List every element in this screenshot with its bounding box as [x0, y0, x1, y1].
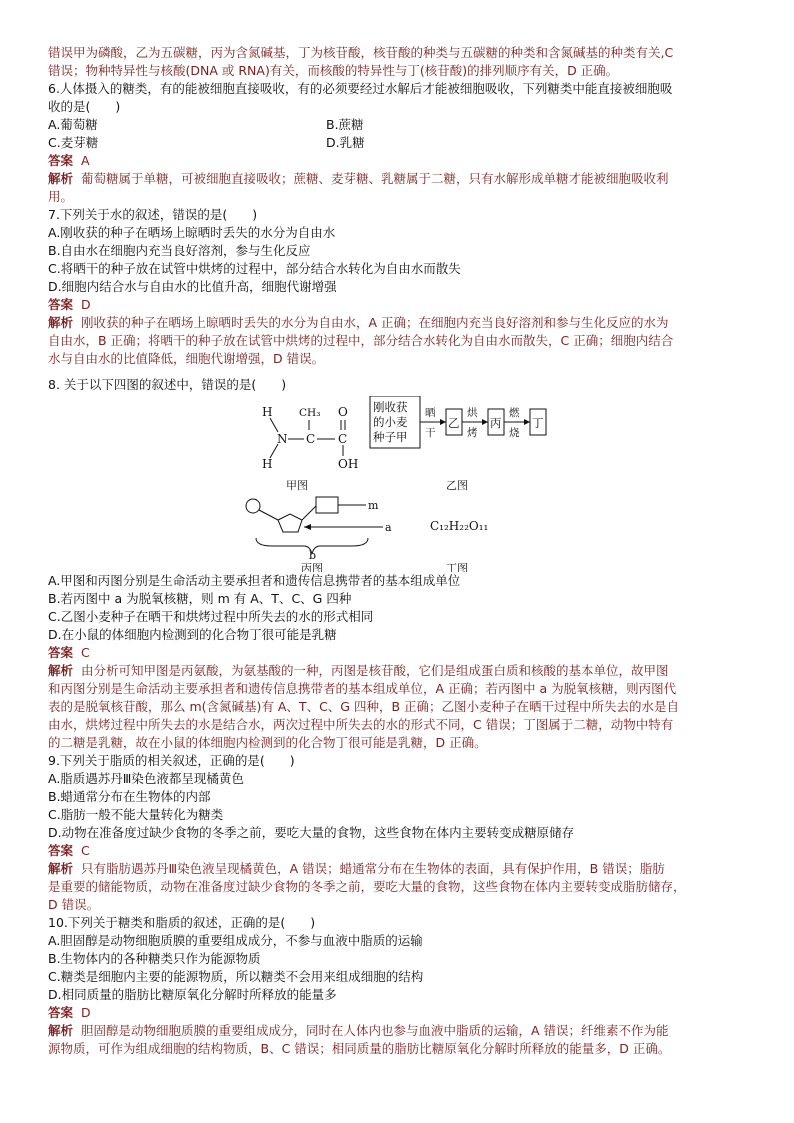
- explanation-line: 的二糖是乳糖，故在小鼠的体细胞内检测到的化合物丁很可能是乳糖，D 正确。: [48, 735, 487, 750]
- answer-value: D: [81, 1005, 91, 1020]
- atom-o: O: [338, 405, 348, 419]
- explanation-line: D 错误。: [48, 897, 100, 912]
- option: D.乳糖: [326, 135, 365, 150]
- option: D.动物在准备度过缺少食物的冬季之前，要吃大量的食物，这些食物在体内主要转变成糖原储存: [48, 825, 575, 840]
- answer-label: 答案: [48, 645, 74, 660]
- svg-text:的小麦: 的小麦: [373, 415, 408, 429]
- explanation-line: 和丙图分别是生命活动主要承担者和遗传信息携带者的基本组成单位，A 正确；若丙图中 a 为脱氧核糖，则丙图代: [48, 681, 677, 696]
- answer-line: [48, 842, 748, 860]
- option: B.若丙图中 a 为脱氧核糖，则 m 有 A、T、C、G 四种: [48, 591, 352, 606]
- answer-value: A: [81, 153, 90, 168]
- option: C.脂肪一般不能大量转化为糖类: [48, 807, 224, 822]
- atom-c: C: [306, 432, 316, 446]
- question-6-options: [48, 116, 748, 152]
- option: A.胆固醇是动物细胞质膜的重要组成成分，不参与血液中脂质的运输: [48, 933, 423, 948]
- formula: C₁₂H₂₂O₁₁: [430, 519, 489, 533]
- figure-svg: [48, 396, 748, 572]
- caption-ding: 丁图: [446, 562, 468, 572]
- answer-line: [48, 1004, 748, 1022]
- atom-ch3: CH₃: [299, 407, 321, 419]
- option: B.生物体内的各种糖类只作为能源物质: [48, 951, 261, 966]
- prev-explanation-line: 错误；物种特异性与核酸(DNA 或 RNA)有关，而核酸的特异性与丁(核苷酸)的排列顺序有关，D 正确。: [48, 63, 619, 78]
- explanation-line: 解析 胆固醇是动物细胞质膜的重要组成成分，同时在人体内也参与血液中脂质的运输，A 错误；纤维素不作为能: [48, 1023, 669, 1038]
- label-m: m: [368, 499, 379, 512]
- explanation-label: 解析: [48, 315, 74, 330]
- option: B.蜡通常分布在生物体的内部: [48, 789, 211, 804]
- explanation-line: 解析 只有脂肪遇苏丹Ⅲ染色液呈现橘黄色，A 错误；蜡通常分布在生物体的表面，具有保护作用，B 错误；脂肪: [48, 861, 665, 876]
- atom-h: H: [262, 405, 273, 419]
- label-a: a: [385, 521, 392, 534]
- svg-text:烤: 烤: [467, 427, 478, 439]
- answer-value: C: [81, 843, 90, 858]
- option: B.蔗糖: [326, 117, 364, 132]
- explanation-label: 解析: [48, 171, 74, 186]
- explanation-label: 解析: [48, 663, 74, 678]
- page: [48, 44, 748, 1058]
- answer-value: D: [81, 297, 91, 312]
- answer-label: 答案: [48, 153, 74, 168]
- question-6-stem: 收的是( ): [48, 99, 121, 114]
- option: A.葡萄糖: [48, 117, 98, 132]
- svg-text:乙: 乙: [448, 416, 460, 430]
- explanation-line: 解析 刚收获的种子在晒场上晾晒时丢失的水分为自由水，A 正确；在细胞内充当良好溶剂和参与生化反应的水为: [48, 315, 669, 330]
- explanation-line: 源物质，可作为组成细胞的结构物质，B、C 错误；相同质量的脂肪比糖原氧化分解时所释放的能量多，D 正确。: [48, 1041, 671, 1056]
- explanation-line: 解析 由分析可知甲图是丙氨酸，为氨基酸的一种，丙图是核苷酸，它们是组成蛋白质和核酸的基本单位，故甲图: [48, 663, 669, 678]
- explanation-line: 水与自由水的比值降低，细胞代谢增强，D 错误。: [48, 351, 325, 366]
- answer-line: [48, 296, 748, 314]
- answer-label: 答案: [48, 1005, 74, 1020]
- caption-bing: 丙图: [301, 562, 323, 572]
- svg-text:干: 干: [425, 427, 436, 439]
- explanation-line: 是重要的储能物质，动物在准备度过缺少食物的冬季之前，要吃大量的食物，这些食物在体内主要转变成脂肪储存，: [48, 879, 686, 894]
- svg-text:烘: 烘: [467, 407, 478, 419]
- svg-text:燃: 燃: [509, 407, 520, 419]
- svg-text:种子甲: 种子甲: [373, 430, 408, 444]
- explanation-label: 解析: [48, 1023, 74, 1038]
- label-b: b: [309, 549, 317, 562]
- explanation-label: 解析: [48, 861, 74, 876]
- atom-n: N: [277, 432, 288, 446]
- prev-explanation-line: 错误甲为磷酸，乙为五碳糖，丙为含氮碱基，丁为核苷酸，核苷酸的种类与五碳糖的种类和含氮碱基的种类有关,C: [48, 45, 674, 60]
- answer-label: 答案: [48, 843, 74, 858]
- question-9-stem: 9.下列关于脂质的相关叙述，正确的是( ): [48, 753, 295, 768]
- answer-line: [48, 152, 748, 170]
- svg-text:丁: 丁: [532, 416, 544, 430]
- option: C.将晒干的种子放在试管中烘烤的过程中，部分结合水转化为自由水而散失: [48, 261, 461, 276]
- option: A.甲图和丙图分别是生命活动主要承担者和遗传信息携带者的基本组成单位: [48, 573, 461, 588]
- caption-jia: 甲图: [286, 479, 308, 492]
- option: A.脂质遇苏丹Ⅲ染色液都呈现橘黄色: [48, 771, 244, 786]
- option: B.自由水在细胞内充当良好溶剂，参与生化反应: [48, 243, 311, 258]
- explanation-line: 自由水，B 正确；将晒干的种子放在试管中烘烤的过程中，部分结合水转化为自由水而散失，C 正确；细胞内结合: [48, 333, 674, 348]
- option: A.刚收获的种子在晒场上晾晒时丢失的水分为自由水: [48, 225, 336, 240]
- atom-oh: OH: [338, 457, 359, 471]
- option: D.细胞内结合水与自由水的比值升高，细胞代谢增强: [48, 279, 337, 294]
- explanation-line: 解析 葡萄糖属于单糖，可被细胞直接吸收；蔗糖、麦芽糖、乳糖属于二糖，只有水解形成单糖才能被细胞吸收利: [48, 171, 669, 186]
- question-8-stem: 8. 关于以下四图的叙述中，错误的是( ): [48, 377, 287, 392]
- option: D.相同质量的脂肪比糖原氧化分解时所释放的能量多: [48, 987, 337, 1002]
- atom-h: H: [262, 457, 273, 471]
- explanation-line: 由水，烘烤过程中所失去的水是结合水，两次过程中所失去的水的形式不同，C 错误；丁图属于二糖，动物中特有: [48, 717, 674, 732]
- caption-yi: 乙图: [446, 479, 468, 492]
- option: D.在小鼠的体细胞内检测到的化合物丁很可能是乳糖: [48, 627, 337, 642]
- atom-c: C: [338, 432, 348, 446]
- svg-text:晒: 晒: [425, 407, 436, 419]
- option: C.乙图小麦种子在晒干和烘烤过程中所失去的水的形式相同: [48, 609, 374, 624]
- question-10-stem: 10.下列关于糖类和脂质的叙述，正确的是( ): [48, 915, 316, 930]
- svg-text:刚收获: 刚收获: [373, 400, 408, 414]
- answer-label: 答案: [48, 297, 74, 312]
- question-7-stem: 7.下列关于水的叙述，错误的是( ): [48, 207, 258, 222]
- question-6-stem: 6.人体摄入的糖类，有的能被细胞直接吸收，有的必须要经过水解后才能被细胞吸收，下列糖类中能直接被细胞吸: [48, 81, 673, 96]
- explanation-line: 用。: [48, 189, 74, 204]
- svg-text:烧: 烧: [509, 427, 520, 439]
- explanation-line: 表的是脱氧核苷酸，那么 m(含氮碱基)有 A、T、C、G 四种，B 正确；乙图小麦种子在晒干过程中所失去的水是自: [48, 699, 680, 714]
- option: C.麦芽糖: [48, 135, 99, 150]
- answer-line: [48, 644, 748, 662]
- option: C.糖类是细胞内主要的能源物质，所以糖类不会用来组成细胞的结构: [48, 969, 424, 984]
- svg-text:丙: 丙: [490, 416, 502, 430]
- question-8-figure: [48, 396, 748, 572]
- answer-value: C: [81, 645, 90, 660]
